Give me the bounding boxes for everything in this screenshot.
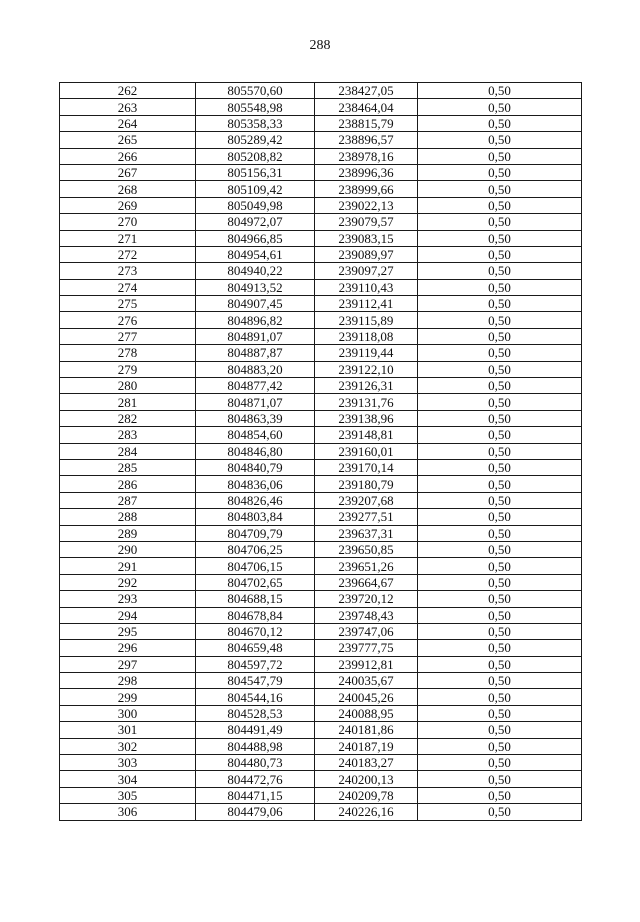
value-cell: 0,50 xyxy=(418,230,582,246)
table-row xyxy=(60,656,582,672)
point-number-cell: 293 xyxy=(60,591,196,607)
y-coordinate-cell: 240187,19 xyxy=(315,738,418,754)
point-number-cell: 296 xyxy=(60,640,196,656)
y-coordinate-cell: 239160,01 xyxy=(315,443,418,459)
x-coordinate-cell: 805049,98 xyxy=(196,197,315,213)
y-coordinate-cell: 239664,67 xyxy=(315,574,418,590)
table-row xyxy=(60,574,582,590)
point-number-cell: 265 xyxy=(60,132,196,148)
y-coordinate-cell: 239912,81 xyxy=(315,656,418,672)
point-number-cell: 285 xyxy=(60,459,196,475)
value-cell: 0,50 xyxy=(418,492,582,508)
y-coordinate-cell: 239207,68 xyxy=(315,492,418,508)
x-coordinate-cell: 804702,65 xyxy=(196,574,315,590)
value-cell: 0,50 xyxy=(418,279,582,295)
value-cell: 0,50 xyxy=(418,443,582,459)
y-coordinate-cell: 240045,26 xyxy=(315,689,418,705)
y-coordinate-cell: 240035,67 xyxy=(315,673,418,689)
table-row xyxy=(60,492,582,508)
value-cell: 0,50 xyxy=(418,574,582,590)
value-cell: 0,50 xyxy=(418,771,582,787)
table-row xyxy=(60,181,582,197)
y-coordinate-cell: 240088,95 xyxy=(315,705,418,721)
point-number-cell: 278 xyxy=(60,345,196,361)
value-cell: 0,50 xyxy=(418,787,582,803)
x-coordinate-cell: 805548,98 xyxy=(196,99,315,115)
value-cell: 0,50 xyxy=(418,181,582,197)
value-cell: 0,50 xyxy=(418,312,582,328)
value-cell: 0,50 xyxy=(418,476,582,492)
y-coordinate-cell: 239126,31 xyxy=(315,378,418,394)
value-cell: 0,50 xyxy=(418,755,582,771)
y-coordinate-cell: 238896,57 xyxy=(315,132,418,148)
y-coordinate-cell: 239651,26 xyxy=(315,558,418,574)
point-number-cell: 291 xyxy=(60,558,196,574)
point-number-cell: 262 xyxy=(60,83,196,99)
value-cell: 0,50 xyxy=(418,164,582,180)
y-coordinate-cell: 240226,16 xyxy=(315,804,418,820)
y-coordinate-cell: 238427,05 xyxy=(315,83,418,99)
table-row xyxy=(60,459,582,475)
value-cell: 0,50 xyxy=(418,328,582,344)
y-coordinate-cell: 239083,15 xyxy=(315,230,418,246)
x-coordinate-cell: 804940,22 xyxy=(196,263,315,279)
x-coordinate-cell: 804688,15 xyxy=(196,591,315,607)
y-coordinate-cell: 239748,43 xyxy=(315,607,418,623)
value-cell: 0,50 xyxy=(418,115,582,131)
point-number-cell: 287 xyxy=(60,492,196,508)
table-row xyxy=(60,738,582,754)
y-coordinate-cell: 239637,31 xyxy=(315,525,418,541)
x-coordinate-cell: 804826,46 xyxy=(196,492,315,508)
x-coordinate-cell: 805156,31 xyxy=(196,164,315,180)
y-coordinate-cell: 240200,13 xyxy=(315,771,418,787)
point-number-cell: 273 xyxy=(60,263,196,279)
x-coordinate-cell: 804887,87 xyxy=(196,345,315,361)
x-coordinate-cell: 804670,12 xyxy=(196,623,315,639)
point-number-cell: 267 xyxy=(60,164,196,180)
y-coordinate-cell: 238996,36 xyxy=(315,164,418,180)
x-coordinate-cell: 804471,15 xyxy=(196,787,315,803)
point-number-cell: 270 xyxy=(60,214,196,230)
y-coordinate-cell: 240183,27 xyxy=(315,755,418,771)
point-number-cell: 300 xyxy=(60,705,196,721)
y-coordinate-cell: 238978,16 xyxy=(315,148,418,164)
x-coordinate-cell: 804972,07 xyxy=(196,214,315,230)
x-coordinate-cell: 804472,76 xyxy=(196,771,315,787)
x-coordinate-cell: 804709,79 xyxy=(196,525,315,541)
table-row xyxy=(60,214,582,230)
x-coordinate-cell: 804544,16 xyxy=(196,689,315,705)
table-row xyxy=(60,509,582,525)
y-coordinate-cell: 239170,14 xyxy=(315,459,418,475)
point-number-cell: 304 xyxy=(60,771,196,787)
y-coordinate-cell: 238464,04 xyxy=(315,99,418,115)
value-cell: 0,50 xyxy=(418,246,582,262)
table-row xyxy=(60,263,582,279)
table-row xyxy=(60,115,582,131)
x-coordinate-cell: 804480,73 xyxy=(196,755,315,771)
value-cell: 0,50 xyxy=(418,214,582,230)
table-row xyxy=(60,558,582,574)
table-row xyxy=(60,755,582,771)
point-number-cell: 282 xyxy=(60,410,196,426)
value-cell: 0,50 xyxy=(418,148,582,164)
table-row xyxy=(60,787,582,803)
point-number-cell: 283 xyxy=(60,427,196,443)
page-number: 288 xyxy=(309,38,331,53)
table-row xyxy=(60,99,582,115)
table-row xyxy=(60,328,582,344)
x-coordinate-cell: 804954,61 xyxy=(196,246,315,262)
y-coordinate-cell: 239122,10 xyxy=(315,361,418,377)
value-cell: 0,50 xyxy=(418,607,582,623)
point-number-cell: 301 xyxy=(60,722,196,738)
table-row xyxy=(60,607,582,623)
point-number-cell: 275 xyxy=(60,296,196,312)
y-coordinate-cell: 239720,12 xyxy=(315,591,418,607)
table-row xyxy=(60,623,582,639)
x-coordinate-cell: 804913,52 xyxy=(196,279,315,295)
y-coordinate-cell: 239097,27 xyxy=(315,263,418,279)
value-cell: 0,50 xyxy=(418,509,582,525)
value-cell: 0,50 xyxy=(418,591,582,607)
table-row xyxy=(60,689,582,705)
value-cell: 0,50 xyxy=(418,197,582,213)
table-row xyxy=(60,591,582,607)
point-number-cell: 271 xyxy=(60,230,196,246)
point-number-cell: 272 xyxy=(60,246,196,262)
value-cell: 0,50 xyxy=(418,99,582,115)
point-number-cell: 302 xyxy=(60,738,196,754)
table-row xyxy=(60,722,582,738)
table-row xyxy=(60,476,582,492)
x-coordinate-cell: 804836,06 xyxy=(196,476,315,492)
point-number-cell: 274 xyxy=(60,279,196,295)
point-number-cell: 288 xyxy=(60,509,196,525)
x-coordinate-cell: 804883,20 xyxy=(196,361,315,377)
x-coordinate-cell: 804706,25 xyxy=(196,541,315,557)
value-cell: 0,50 xyxy=(418,263,582,279)
x-coordinate-cell: 804896,82 xyxy=(196,312,315,328)
x-coordinate-cell: 804479,06 xyxy=(196,804,315,820)
table-row xyxy=(60,378,582,394)
x-coordinate-cell: 804488,98 xyxy=(196,738,315,754)
value-cell: 0,50 xyxy=(418,640,582,656)
value-cell: 0,50 xyxy=(418,689,582,705)
value-cell: 0,50 xyxy=(418,361,582,377)
table-row xyxy=(60,705,582,721)
value-cell: 0,50 xyxy=(418,132,582,148)
value-cell: 0,50 xyxy=(418,738,582,754)
value-cell: 0,50 xyxy=(418,541,582,557)
table-row xyxy=(60,443,582,459)
y-coordinate-cell: 239777,75 xyxy=(315,640,418,656)
y-coordinate-cell: 239131,76 xyxy=(315,394,418,410)
x-coordinate-cell: 804706,15 xyxy=(196,558,315,574)
value-cell: 0,50 xyxy=(418,656,582,672)
y-coordinate-cell: 239180,79 xyxy=(315,476,418,492)
table-row xyxy=(60,673,582,689)
value-cell: 0,50 xyxy=(418,394,582,410)
x-coordinate-cell: 805358,33 xyxy=(196,115,315,131)
table-row xyxy=(60,296,582,312)
table-row xyxy=(60,197,582,213)
point-number-cell: 268 xyxy=(60,181,196,197)
x-coordinate-cell: 804659,48 xyxy=(196,640,315,656)
point-number-cell: 305 xyxy=(60,787,196,803)
table-row xyxy=(60,640,582,656)
point-number-cell: 306 xyxy=(60,804,196,820)
table-row xyxy=(60,279,582,295)
x-coordinate-cell: 804846,80 xyxy=(196,443,315,459)
x-coordinate-cell: 805570,60 xyxy=(196,83,315,99)
point-number-cell: 284 xyxy=(60,443,196,459)
table-row xyxy=(60,541,582,557)
x-coordinate-cell: 804491,49 xyxy=(196,722,315,738)
point-number-cell: 290 xyxy=(60,541,196,557)
x-coordinate-cell: 804678,84 xyxy=(196,607,315,623)
y-coordinate-cell: 239747,06 xyxy=(315,623,418,639)
x-coordinate-cell: 805208,82 xyxy=(196,148,315,164)
y-coordinate-cell: 239118,08 xyxy=(315,328,418,344)
y-coordinate-cell: 239138,96 xyxy=(315,410,418,426)
value-cell: 0,50 xyxy=(418,378,582,394)
point-number-cell: 281 xyxy=(60,394,196,410)
point-number-cell: 294 xyxy=(60,607,196,623)
x-coordinate-cell: 804871,07 xyxy=(196,394,315,410)
x-coordinate-cell: 805289,42 xyxy=(196,132,315,148)
value-cell: 0,50 xyxy=(418,296,582,312)
point-number-cell: 295 xyxy=(60,623,196,639)
point-number-cell: 266 xyxy=(60,148,196,164)
y-coordinate-cell: 239079,57 xyxy=(315,214,418,230)
value-cell: 0,50 xyxy=(418,623,582,639)
point-number-cell: 276 xyxy=(60,312,196,328)
value-cell: 0,50 xyxy=(418,83,582,99)
coordinates-table-body xyxy=(60,83,582,821)
point-number-cell: 289 xyxy=(60,525,196,541)
table-row xyxy=(60,132,582,148)
y-coordinate-cell: 239277,51 xyxy=(315,509,418,525)
point-number-cell: 277 xyxy=(60,328,196,344)
point-number-cell: 269 xyxy=(60,197,196,213)
value-cell: 0,50 xyxy=(418,459,582,475)
point-number-cell: 280 xyxy=(60,378,196,394)
point-number-cell: 286 xyxy=(60,476,196,492)
y-coordinate-cell: 239148,81 xyxy=(315,427,418,443)
y-coordinate-cell: 239022,13 xyxy=(315,197,418,213)
point-number-cell: 292 xyxy=(60,574,196,590)
table-row xyxy=(60,164,582,180)
table-row xyxy=(60,312,582,328)
table-row xyxy=(60,83,582,99)
y-coordinate-cell: 239089,97 xyxy=(315,246,418,262)
point-number-cell: 298 xyxy=(60,673,196,689)
x-coordinate-cell: 804891,07 xyxy=(196,328,315,344)
point-number-cell: 264 xyxy=(60,115,196,131)
value-cell: 0,50 xyxy=(418,804,582,820)
table-row xyxy=(60,804,582,820)
point-number-cell: 303 xyxy=(60,755,196,771)
point-number-cell: 299 xyxy=(60,689,196,705)
point-number-cell: 279 xyxy=(60,361,196,377)
x-coordinate-cell: 805109,42 xyxy=(196,181,315,197)
x-coordinate-cell: 804854,60 xyxy=(196,427,315,443)
coordinates-table xyxy=(59,82,582,821)
value-cell: 0,50 xyxy=(418,345,582,361)
y-coordinate-cell: 239115,89 xyxy=(315,312,418,328)
table-row xyxy=(60,771,582,787)
x-coordinate-cell: 804907,45 xyxy=(196,296,315,312)
value-cell: 0,50 xyxy=(418,558,582,574)
x-coordinate-cell: 804877,42 xyxy=(196,378,315,394)
y-coordinate-cell: 239112,41 xyxy=(315,296,418,312)
value-cell: 0,50 xyxy=(418,525,582,541)
table-row xyxy=(60,394,582,410)
table-row xyxy=(60,525,582,541)
point-number-cell: 297 xyxy=(60,656,196,672)
table-row xyxy=(60,410,582,426)
table-row xyxy=(60,230,582,246)
table-row xyxy=(60,345,582,361)
table-row xyxy=(60,427,582,443)
y-coordinate-cell: 240181,86 xyxy=(315,722,418,738)
table-row xyxy=(60,148,582,164)
table-row xyxy=(60,361,582,377)
y-coordinate-cell: 239110,43 xyxy=(315,279,418,295)
y-coordinate-cell: 238999,66 xyxy=(315,181,418,197)
x-coordinate-cell: 804803,84 xyxy=(196,509,315,525)
x-coordinate-cell: 804528,53 xyxy=(196,705,315,721)
value-cell: 0,50 xyxy=(418,705,582,721)
point-number-cell: 263 xyxy=(60,99,196,115)
x-coordinate-cell: 804597,72 xyxy=(196,656,315,672)
y-coordinate-cell: 240209,78 xyxy=(315,787,418,803)
x-coordinate-cell: 804966,85 xyxy=(196,230,315,246)
x-coordinate-cell: 804840,79 xyxy=(196,459,315,475)
y-coordinate-cell: 239650,85 xyxy=(315,541,418,557)
y-coordinate-cell: 238815,79 xyxy=(315,115,418,131)
value-cell: 0,50 xyxy=(418,722,582,738)
x-coordinate-cell: 804863,39 xyxy=(196,410,315,426)
value-cell: 0,50 xyxy=(418,427,582,443)
value-cell: 0,50 xyxy=(418,673,582,689)
x-coordinate-cell: 804547,79 xyxy=(196,673,315,689)
table-row xyxy=(60,246,582,262)
value-cell: 0,50 xyxy=(418,410,582,426)
y-coordinate-cell: 239119,44 xyxy=(315,345,418,361)
